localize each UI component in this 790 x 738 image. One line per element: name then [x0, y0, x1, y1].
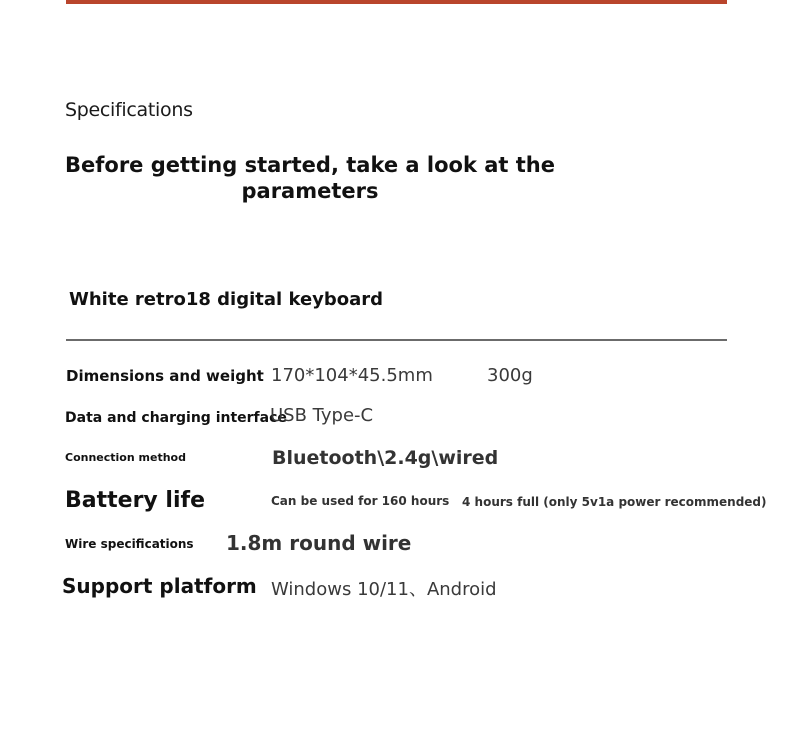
- spec-value-battery: Can be used for 160 hours: [271, 494, 450, 508]
- spec-label-interface: Data and charging interface: [65, 410, 287, 426]
- spec-label-dimensions: Dimensions and weight: [66, 367, 264, 385]
- headline: Before getting started, take a look at the parameters: [65, 153, 555, 203]
- spec-value-dimensions: 170*104*45.5mm: [271, 365, 433, 386]
- spec-label-connection: Connection method: [65, 451, 186, 464]
- spec-label-battery: Battery life: [65, 488, 205, 513]
- section-label: Specifications: [65, 99, 193, 121]
- spec-value-weight: 300g: [487, 365, 533, 386]
- spec-value-charging: 4 hours full (only 5v1a power recommended): [462, 495, 767, 509]
- spec-label-platform: Support platform: [62, 574, 257, 598]
- spec-value-wire: 1.8m round wire: [226, 531, 412, 555]
- product-title: White retro18 digital keyboard: [69, 289, 384, 310]
- spec-value-connection: Bluetooth\2.4g\wired: [272, 447, 499, 469]
- spec-value-platform: Windows 10/11、Android: [271, 579, 497, 600]
- spec-label-wire: Wire specifications: [65, 537, 194, 551]
- spec-value-interface: USB Type-C: [270, 405, 374, 426]
- accent-top-bar: [66, 0, 727, 4]
- divider: [66, 339, 727, 341]
